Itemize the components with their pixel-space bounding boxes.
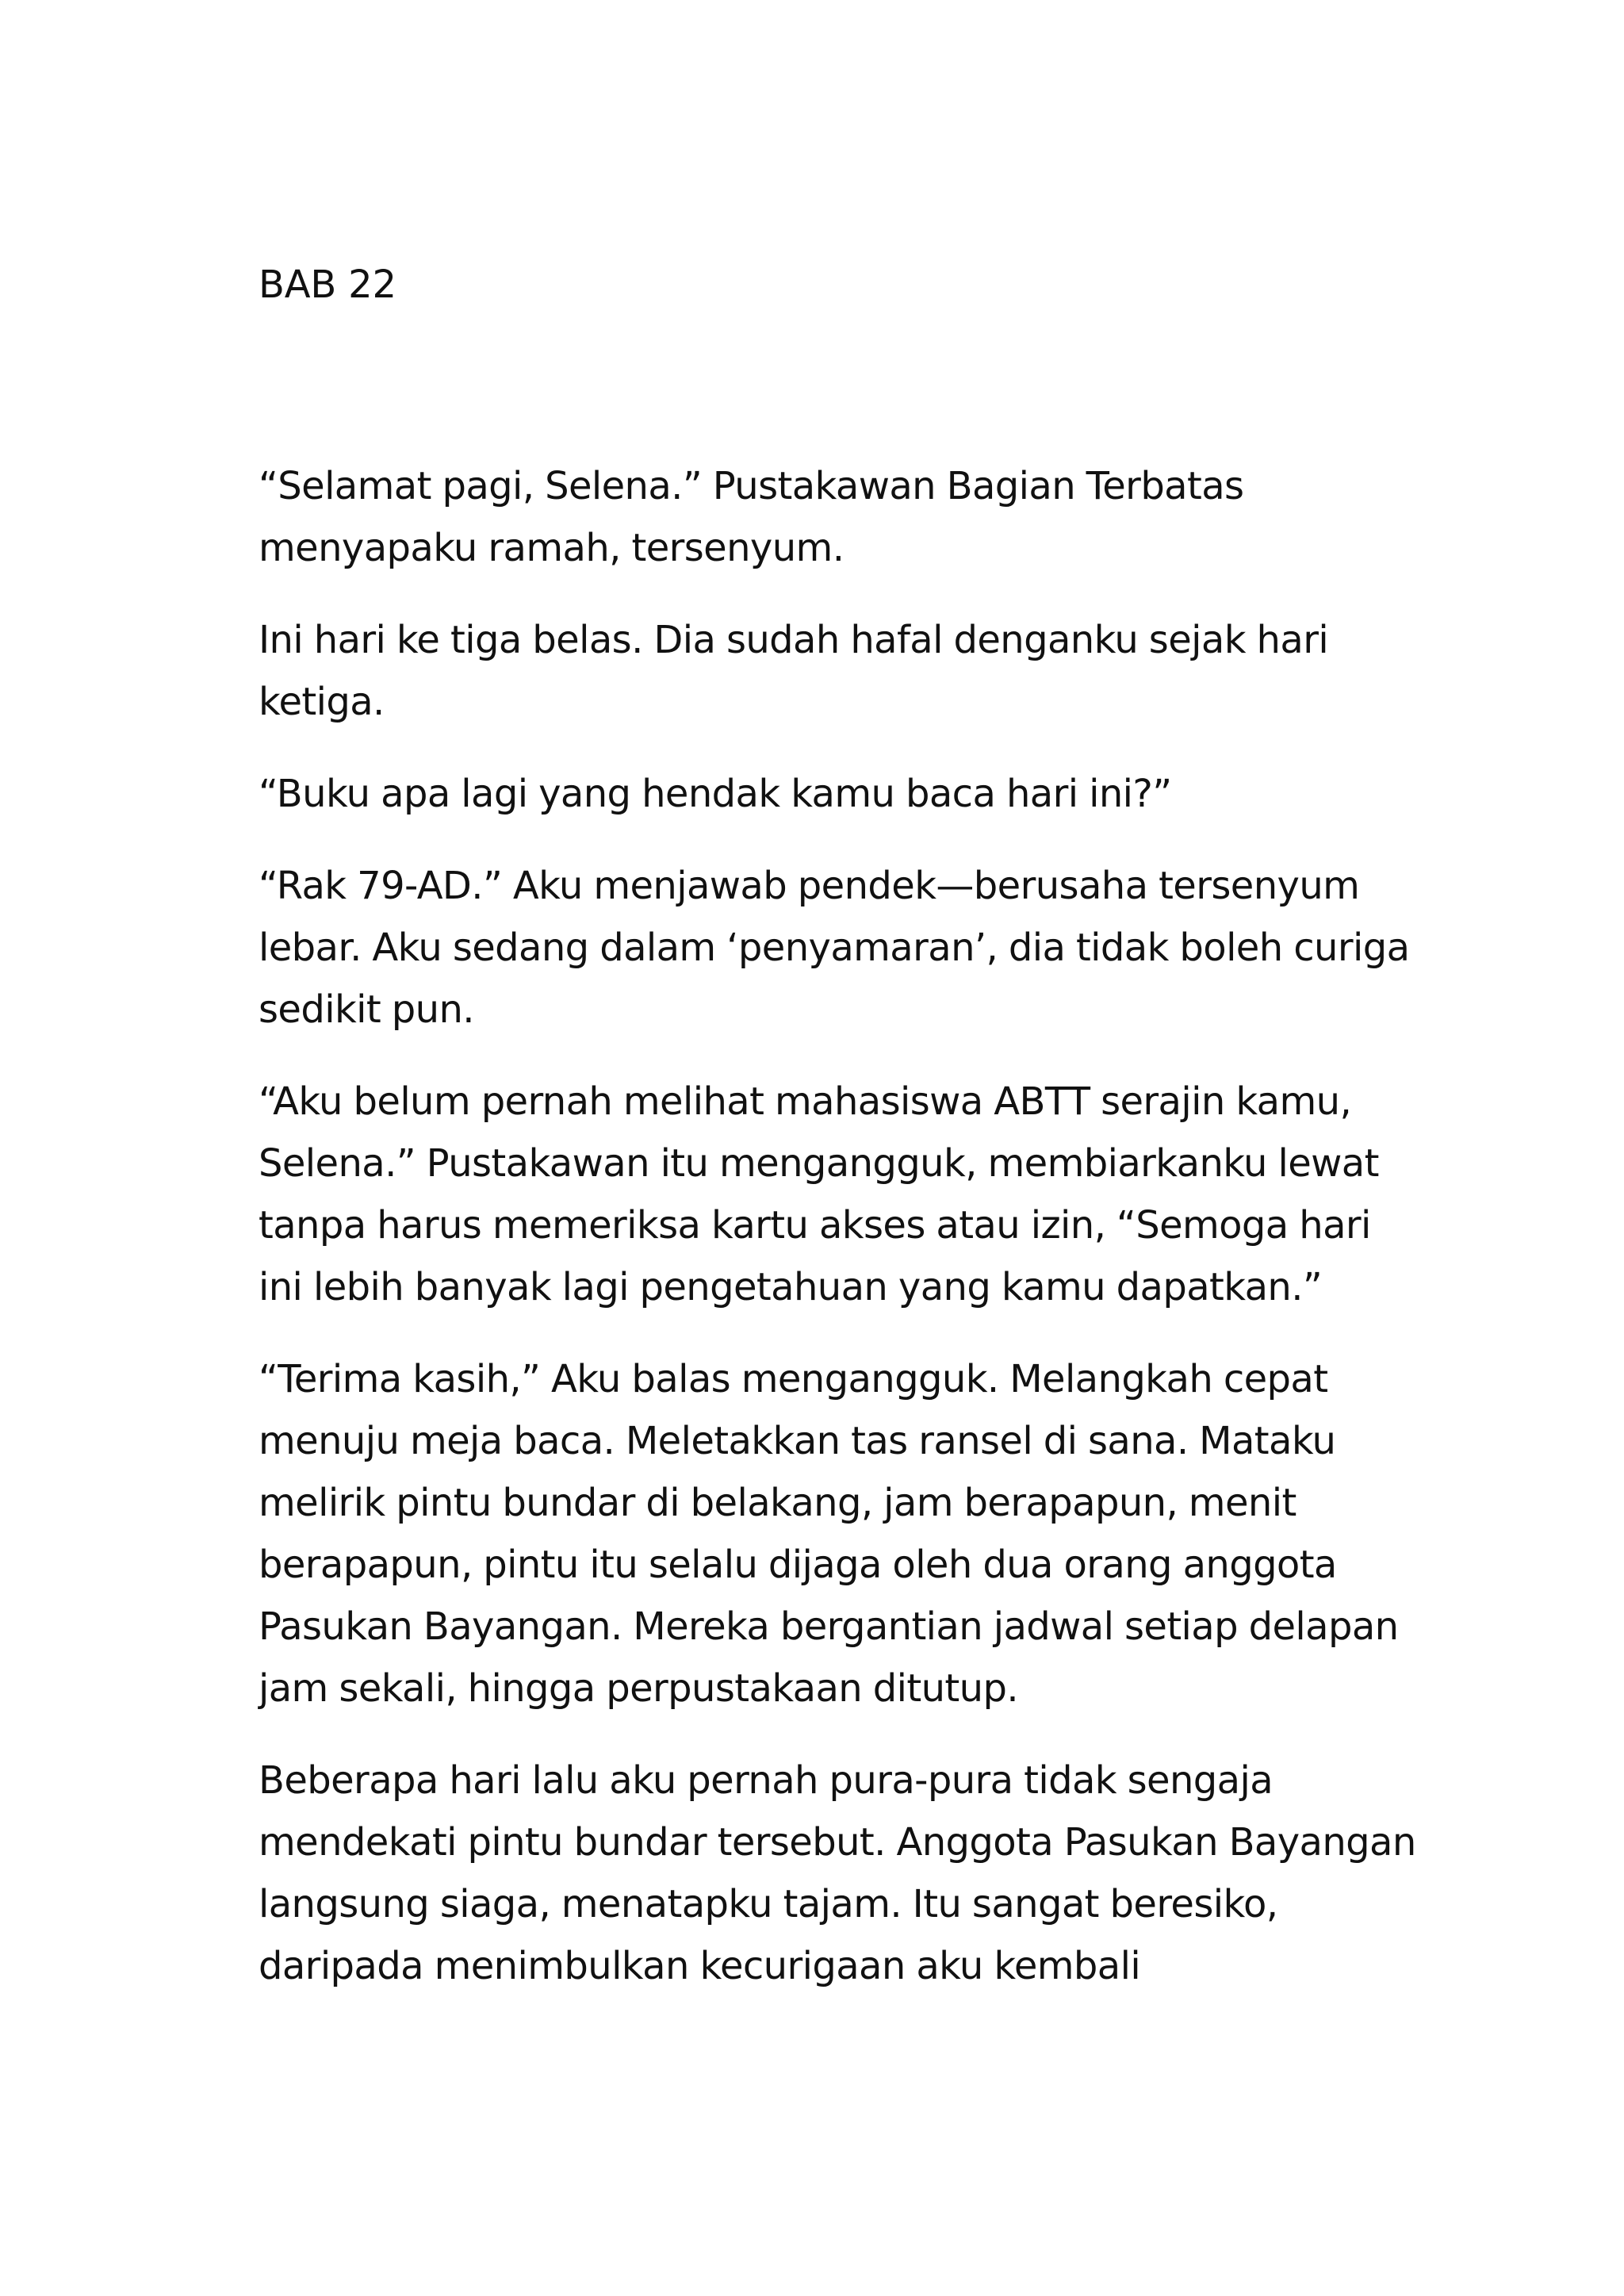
paragraph-2: Ini hari ke tiga belas. Dia sudah hafal denganku sejak hari ketiga. (259, 618, 1329, 724)
paragraph-3: “Buku apa lagi yang hendak kamu baca hari ini?” (259, 772, 1172, 816)
chapter-title: BAB 22 (259, 263, 396, 307)
paragraph-1: “Selamat pagi, Selena.” Pustakawan Bagian Terbatas menyapaku ramah, tersenyum. (259, 464, 1244, 570)
body-text (259, 455, 1416, 1997)
paragraph-4: “Rak 79-AD.” Aku menjawab pendek—berusaha tersenyum lebar. Aku sedang dalam ‘penyamaran’, dia tidak boleh curiga sedikit pun. (259, 864, 1410, 1032)
paragraph-5: “Aku belum pernah melihat mahasiswa ABTT serajin kamu, Selena.” Pustakawan itu mengangguk, membiarkanku lewat tanpa harus memeriksa kartu akses atau izin, “Semoga hari ini lebih banyak lagi pengetahuan yang kamu dapatkan.” (259, 1079, 1379, 1309)
paragraph-6: “Terima kasih,” Aku balas mengangguk. Melangkah cepat menuju meja baca. Meletakkan tas ransel di sana. Mataku melirik pintu bundar di belakang, jam berapapun, menit berapapun, pintu itu selalu dijaga oleh dua orang anggota Pasukan Bayangan. Mereka bergantian jadwal setiap delapan jam sekali, hingga perpustakaan ditutup. (259, 1357, 1399, 1711)
document-content (259, 254, 1416, 2027)
paragraph-7: Beberapa hari lalu aku pernah pura-pura tidak sengaja mendekati pintu bundar tersebut. Anggota Pasukan Bayangan langsung siaga, menatapku tajam. Itu sangat beresiko, daripada menimbulkan kecurigaan aku kembali (259, 1758, 1416, 1988)
